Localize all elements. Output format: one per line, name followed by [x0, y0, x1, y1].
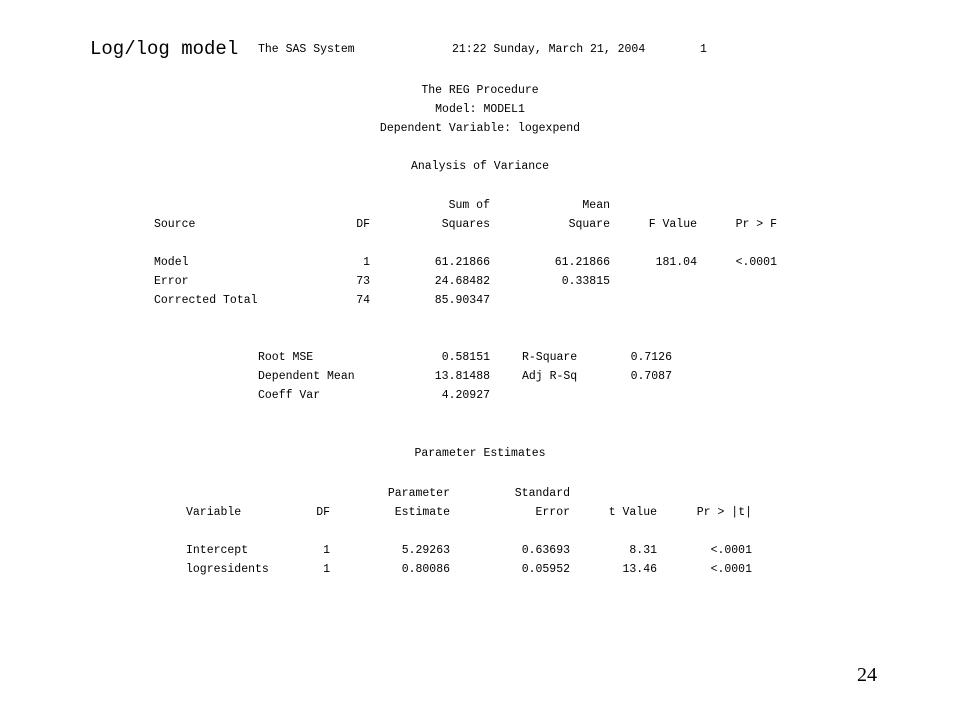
fit-label: Dependent Mean — [258, 370, 355, 383]
param-variable: Intercept — [186, 544, 249, 557]
params-title: Parameter Estimates — [414, 447, 546, 460]
anova-fvalue: 181.04 — [655, 256, 697, 269]
param-variable: logresidents — [186, 563, 269, 576]
anova-df: 73 — [356, 275, 370, 288]
fit-label: R-Square — [522, 351, 578, 364]
params-head-parameter: Parameter — [387, 487, 450, 500]
fit-label: Adj R-Sq — [522, 370, 578, 383]
page-title: Log/log model — [90, 38, 239, 60]
anova-df: 1 — [363, 256, 370, 269]
fit-value: 4.20927 — [441, 389, 490, 402]
param-estimate: 0.80086 — [401, 563, 450, 576]
model-name: Model: MODEL1 — [435, 103, 525, 116]
anova-ss: 24.68482 — [434, 275, 490, 288]
params-head-tvalue: t Value — [608, 506, 657, 519]
anova-title: Analysis of Variance — [410, 160, 550, 173]
param-std-error: 0.05952 — [521, 563, 570, 576]
anova-source: Model — [154, 256, 189, 269]
param-tvalue: 13.46 — [622, 563, 657, 576]
fit-value: 0.58151 — [441, 351, 490, 364]
fit-value: 0.7087 — [630, 370, 672, 383]
param-pvalue: <.0001 — [710, 544, 752, 557]
anova-ss: 85.90347 — [434, 294, 490, 307]
dependent-variable: Dependent Variable: logexpend — [379, 122, 581, 135]
params-head-estimate: Estimate — [394, 506, 450, 519]
system-name: The SAS System — [258, 43, 355, 56]
procedure-name: The REG Procedure — [421, 84, 539, 97]
anova-source: Corrected Total — [154, 294, 258, 307]
anova-head-squares: Squares — [441, 218, 490, 231]
anova-source: Error — [154, 275, 189, 288]
anova-df: 74 — [356, 294, 370, 307]
anova-ss: 61.21866 — [434, 256, 490, 269]
param-pvalue: <.0001 — [710, 563, 752, 576]
params-head-error: Error — [535, 506, 570, 519]
anova-ms: 0.33815 — [561, 275, 610, 288]
fit-value: 13.81488 — [434, 370, 490, 383]
anova-head-square: Square — [568, 218, 610, 231]
slide-number: 24 — [857, 664, 877, 686]
anova-head-df: DF — [356, 218, 370, 231]
anova-head-fvalue: F Value — [648, 218, 697, 231]
anova-ms: 61.21866 — [554, 256, 610, 269]
anova-head-mean: Mean — [582, 199, 610, 212]
anova-head-sum-of: Sum of — [448, 199, 490, 212]
output-page-number: 1 — [700, 43, 707, 56]
params-head-standard: Standard — [514, 487, 570, 500]
param-std-error: 0.63693 — [521, 544, 570, 557]
param-estimate: 5.29263 — [401, 544, 450, 557]
run-datetime: 21:22 Sunday, March 21, 2004 — [452, 43, 646, 56]
param-df: 1 — [323, 544, 330, 557]
param-tvalue: 8.31 — [629, 544, 657, 557]
params-head-variable: Variable — [186, 506, 242, 519]
anova-head-prf: Pr > F — [735, 218, 777, 231]
params-head-prt: Pr > |t| — [696, 506, 752, 519]
fit-label: Coeff Var — [258, 389, 321, 402]
anova-head-source: Source — [154, 218, 196, 231]
anova-pvalue: <.0001 — [735, 256, 777, 269]
fit-value: 0.7126 — [630, 351, 672, 364]
params-head-df: DF — [316, 506, 330, 519]
fit-label: Root MSE — [258, 351, 314, 364]
param-df: 1 — [323, 563, 330, 576]
